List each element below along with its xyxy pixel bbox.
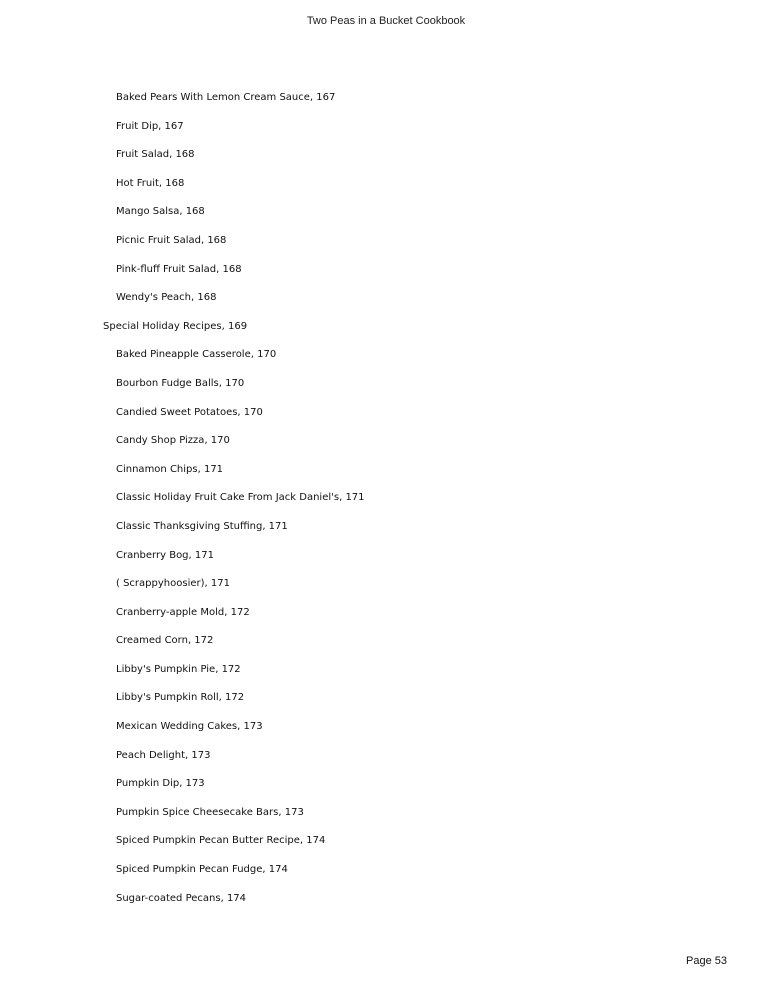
index-entry: Picnic Fruit Salad, 168 bbox=[116, 234, 227, 246]
index-entry: Candied Sweet Potatoes, 170 bbox=[116, 406, 263, 418]
index-entry: Fruit Dip, 167 bbox=[116, 120, 184, 132]
index-entry: Mango Salsa, 168 bbox=[116, 206, 205, 218]
index-entry: Spiced Pumpkin Pecan Butter Recipe, 174 bbox=[116, 835, 326, 847]
index-entry: Classic Thanksgiving Stuffing, 171 bbox=[116, 520, 288, 532]
index-entry: Candy Shop Pizza, 170 bbox=[116, 435, 230, 447]
index-entry: Wendy's Peach, 168 bbox=[116, 292, 217, 304]
recipe-index-list bbox=[0, 89, 772, 918]
index-entry: Bourbon Fudge Balls, 170 bbox=[116, 377, 245, 389]
index-entry: Pumpkin Spice Cheesecake Bars, 173 bbox=[116, 806, 304, 818]
index-entry: Cinnamon Chips, 171 bbox=[116, 463, 224, 475]
index-entry: Cranberry Bog, 171 bbox=[116, 549, 214, 561]
index-section-heading: Special Holiday Recipes, 169 bbox=[103, 320, 248, 332]
index-entry: Cranberry-apple Mold, 172 bbox=[116, 606, 250, 618]
index-entry: Creamed Corn, 172 bbox=[116, 635, 214, 647]
index-entry: Mexican Wedding Cakes, 173 bbox=[116, 721, 263, 733]
index-entry: Pumpkin Dip, 173 bbox=[116, 778, 205, 790]
index-entry: Libby's Pumpkin Pie, 172 bbox=[116, 663, 241, 675]
index-entry: Pink-fluff Fruit Salad, 168 bbox=[116, 263, 242, 275]
index-entry: Baked Pears With Lemon Cream Sauce, 167 bbox=[116, 92, 336, 103]
index-entry: Baked Pineapple Casserole, 170 bbox=[116, 349, 277, 361]
index-entry: Libby's Pumpkin Roll, 172 bbox=[116, 692, 245, 704]
index-entry: Sugar-coated Pecans, 174 bbox=[116, 892, 247, 904]
index-entry: Hot Fruit, 168 bbox=[116, 177, 185, 189]
page-number: Page 53 bbox=[686, 955, 727, 967]
index-entry: Peach Delight, 173 bbox=[116, 749, 211, 761]
index-entry: Classic Holiday Fruit Cake From Jack Daniel's, 171 bbox=[116, 492, 365, 504]
page-header-title: Two Peas in a Bucket Cookbook bbox=[306, 15, 466, 27]
index-entry: Fruit Salad, 168 bbox=[116, 149, 195, 161]
index-entry: Spiced Pumpkin Pecan Fudge, 174 bbox=[116, 864, 288, 876]
index-entry: ( Scrappyhoosier), 171 bbox=[116, 578, 230, 590]
